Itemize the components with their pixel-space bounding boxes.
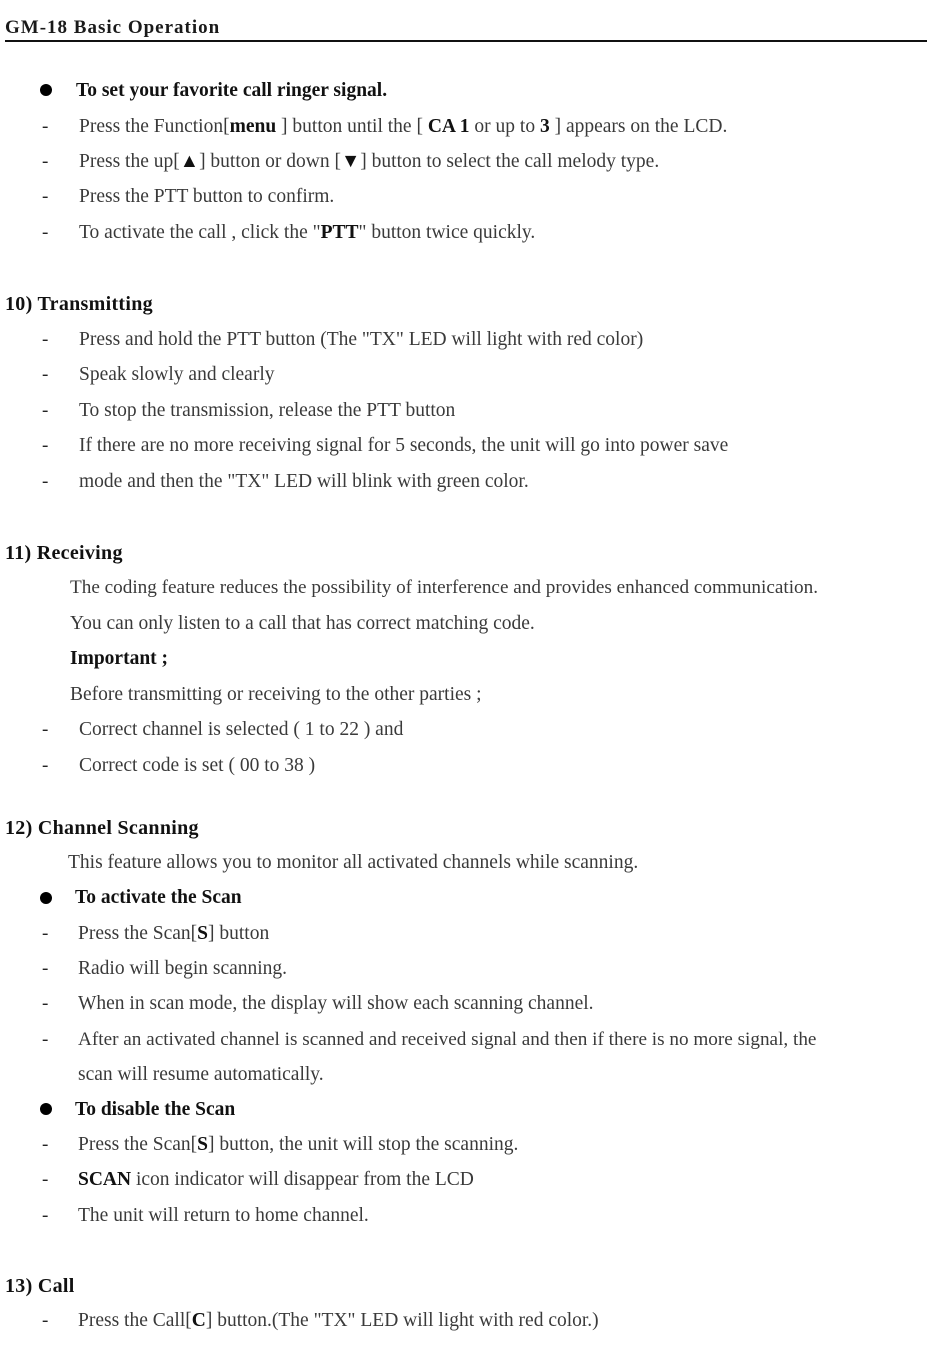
receiving-paragraph-3: Before transmitting or receiving to the other parties ;: [70, 684, 482, 705]
call-item-1: Press the Call[C] button.(The "TX" LED will light with red color.): [78, 1310, 599, 1331]
dash: -: [42, 755, 49, 776]
dash: -: [42, 1205, 49, 1226]
activate-item-4-cont: scan will resume automatically.: [78, 1064, 324, 1085]
ringer-line-1: Press the Function[menu ] button until the [ CA 1 or up to 3 ] appears on the LCD.: [79, 116, 728, 137]
dash: -: [42, 400, 49, 421]
ringer-title: To set your favorite call ringer signal.: [76, 80, 388, 101]
ringer-line-2: Press the up[▲] button or down [▼] button to select the call melody type.: [79, 151, 660, 172]
dash: -: [42, 186, 49, 207]
receiving-item-2: Correct code is set ( 00 to 38 ): [79, 755, 316, 776]
bullet-icon: [40, 892, 52, 904]
dash: -: [42, 435, 49, 456]
activate-item-2: Radio will begin scanning.: [78, 958, 288, 979]
down-arrow-icon: ▼: [340, 151, 361, 172]
receiving-heading: 11) Receiving: [5, 542, 123, 564]
bullet-icon: [40, 84, 52, 96]
disable-item-2: SCAN icon indicator will disappear from the LCD: [78, 1169, 474, 1190]
disable-item-3: The unit will return to home channel.: [78, 1205, 369, 1226]
scanning-heading: 12) Channel Scanning: [5, 817, 199, 839]
receiving-important: Important ;: [70, 648, 169, 669]
dash: -: [42, 993, 49, 1014]
activate-item-3: When in scan mode, the display will show each scanning channel.: [78, 993, 594, 1014]
receiving-paragraph-2: You can only listen to a call that has correct matching code.: [70, 613, 535, 634]
activate-item-4: After an activated channel is scanned and received signal and then if there is no more signal, the: [78, 1029, 817, 1050]
ringer-line-4: To activate the call , click the "PTT" button twice quickly.: [79, 222, 536, 243]
transmitting-item-5: mode and then the "TX" LED will blink with green color.: [79, 471, 529, 492]
dash: -: [42, 116, 49, 137]
call-heading: 13) Call: [5, 1275, 75, 1297]
page-header: [5, 16, 927, 42]
activate-item-1: Press the Scan[S] button: [78, 923, 270, 944]
up-arrow-icon: ▲: [179, 151, 200, 172]
dash: -: [42, 222, 49, 243]
dash: -: [42, 329, 49, 350]
activate-scan-title: To activate the Scan: [75, 887, 242, 908]
dash: -: [42, 151, 49, 172]
scanning-intro: This feature allows you to monitor all activated channels while scanning.: [68, 852, 639, 873]
dash: -: [42, 958, 49, 979]
dash: -: [42, 719, 49, 740]
dash: -: [42, 1029, 49, 1050]
disable-scan-title: To disable the Scan: [75, 1099, 236, 1120]
dash: -: [42, 364, 49, 385]
transmitting-item-3: To stop the transmission, release the PTT button: [79, 400, 456, 421]
bullet-icon: [40, 1103, 52, 1115]
dash: -: [42, 1310, 49, 1331]
transmitting-item-2: Speak slowly and clearly: [79, 364, 275, 385]
ringer-line-3: Press the PTT button to confirm.: [79, 186, 335, 207]
disable-item-1: Press the Scan[S] button, the unit will stop the scanning.: [78, 1134, 519, 1155]
transmitting-item-4: If there are no more receiving signal for 5 seconds, the unit will go into power save: [79, 435, 729, 456]
dash: -: [42, 1169, 49, 1190]
header-title: GM-18 Basic Operation: [5, 17, 221, 38]
dash: -: [42, 1134, 49, 1155]
receiving-paragraph-1: The coding feature reduces the possibility of interference and provides enhanced communication.: [70, 577, 819, 598]
receiving-item-1: Correct channel is selected ( 1 to 22 ) and: [79, 719, 404, 740]
dash: -: [42, 923, 49, 944]
transmitting-heading: 10) Transmitting: [5, 293, 153, 315]
transmitting-item-1: Press and hold the PTT button (The "TX" LED will light with red color): [79, 329, 644, 350]
dash: -: [42, 471, 49, 492]
